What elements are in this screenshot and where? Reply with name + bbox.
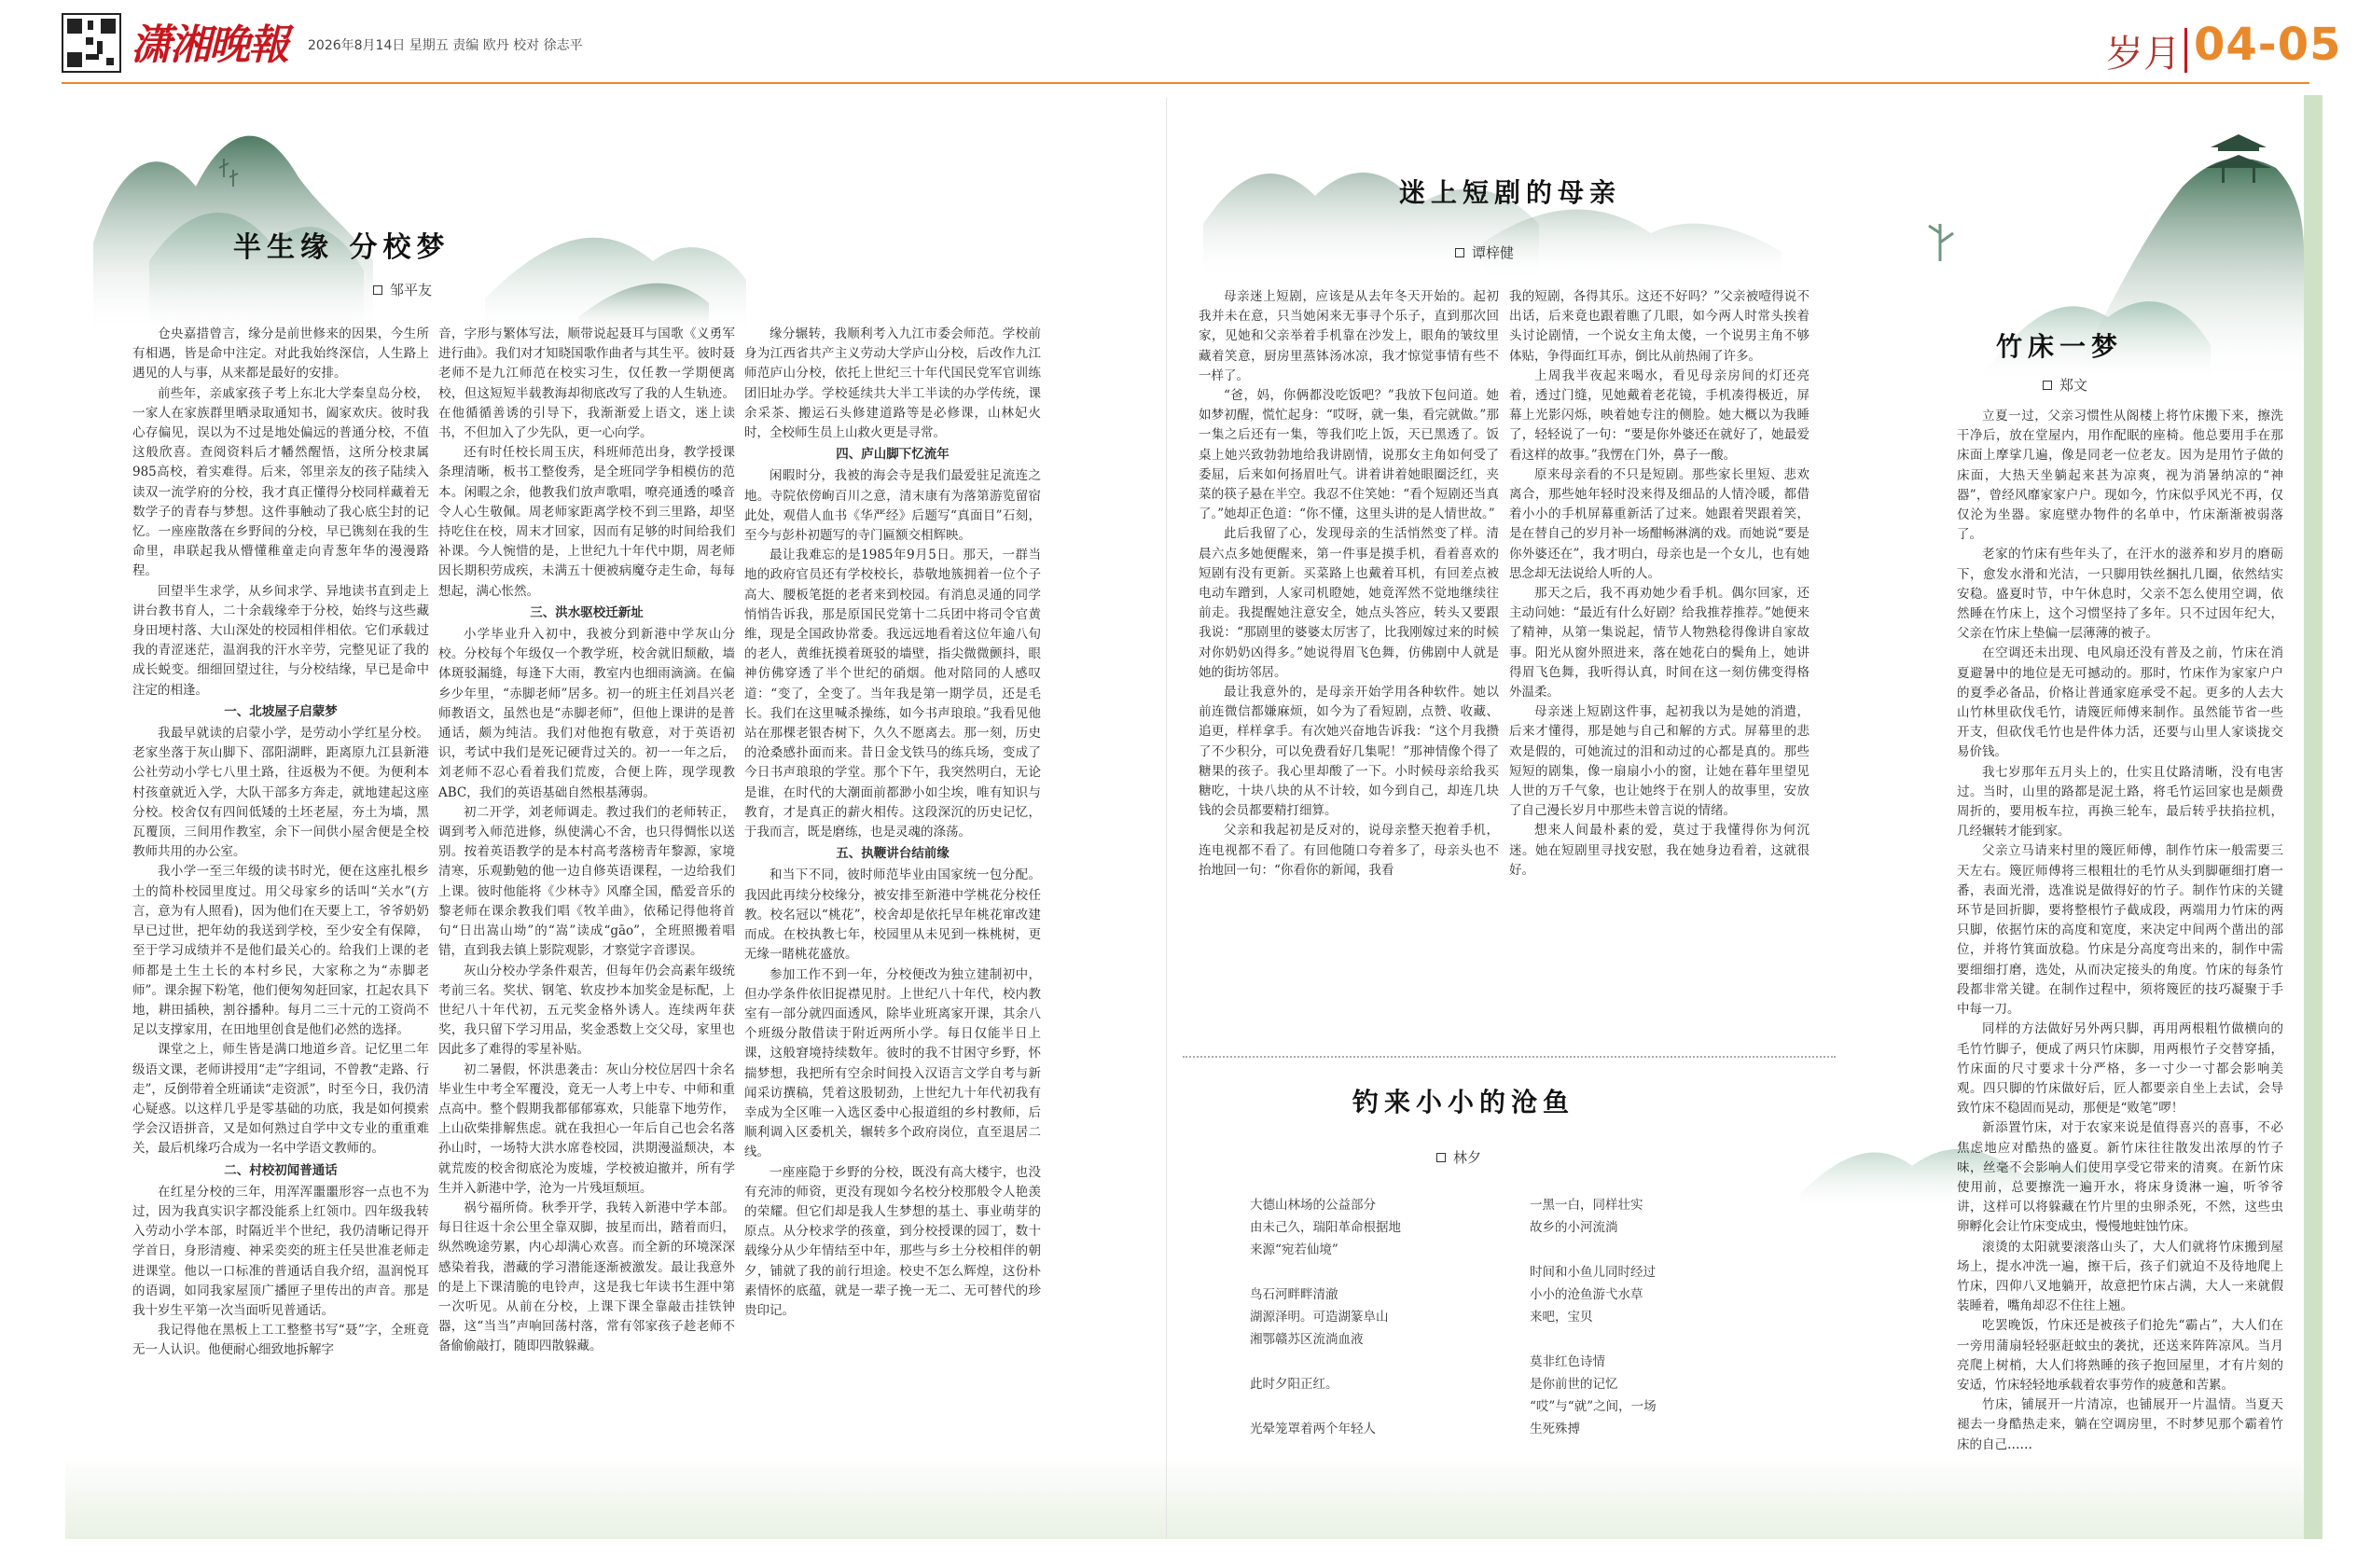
header-rule	[62, 82, 2309, 84]
article2-paragraph: 那天之后，我不再劝她少看手机。偶尔回家，还主动问她：“最近有什么好剧？给我推荐推荐。”她便来了精神，从第一集说起，情节人物熟稔得像讲自家故事。阳光从窗外照进来，落在她花白的鬓角上，她讲得眉飞色舞，我听得认真，时间在这一刻仿佛变得格外温柔。	[1509, 586, 1809, 701]
poem-line: 来吧，宝贝	[1530, 1310, 1593, 1325]
article1-paragraph: 回望半生求学，从乡间求学、异地读书直到走上讲台教书育人，二十余载缘牵于分校，始终与这些藏身田埂村落、大山深处的校园相伴相依。它们承载过我的青涩迷茫，温润我的汗水辛劳，完整见证了我的成长蜕变。细细回望过往，与分校结缘，早已是命中注定的相逢。	[132, 583, 429, 698]
article2-paragraph: 我的短剧，各得其乐。这还不好吗？”父亲被噎得说不出话，后来竟也跟着瞧了几眼，如今两人时常头挨着头讨论剧情，一个说女主角太傻，一个说男主角不够体贴，争得面红耳赤，倒比从前热闹了许多。	[1509, 289, 1809, 364]
author-marker-icon	[1455, 248, 1464, 257]
article1-byline	[373, 280, 432, 299]
article3-author: 林夕	[1453, 1149, 1482, 1166]
article4-paragraph: 父亲立马请来村里的篾匠师傅，制作竹床一般需要三天左右。篾匠师傅将三根粗壮的毛竹从头到脚砸细打磨一番，表面光滑，选准说是做得好的竹子。制作竹床的关键环节是回折脚，要将整根竹子截成段，两端用力竹床的两只脚，依据竹床的高度和宽度，来决定中间两个凿出的部位，并将竹箕面放稳。竹床是分高度弯出来的，制作中需要细细打磨，选处，从而决定接头的角度。竹床的每条竹段都非常关键。在制作过程中，须将篾匠的技巧凝聚于手中每一刀。	[1957, 843, 2283, 1018]
article-title-mother-short-drama: 迷上短剧的母亲	[1399, 177, 1622, 208]
author-marker-icon	[2043, 381, 2052, 390]
article1-paragraph: 闲暇时分，我被的海会寺是我们最爱驻足流连之地。寺院依傍峋百川之意，清末康有为落第游览留宿此处，观借人血书《华严经》后题写“真面目”石刻，至今与彭朴初题写的寺门匾额交相辉映。	[744, 468, 1041, 544]
page-gutter	[1166, 98, 1167, 1539]
article1-paragraph: 参加工作不到一年，分校便改为独立建制初中，但办学条件依旧捉襟见肘。上世纪八十年代，校内教室有一部分就四面透风，除毕业班离家开课，其余八个班级分散借读于附近两所小学。每日仅能半日上课，这般窘境持续数年。彼时的我不甘困守乡野，怀揣梦想，我把所有空余时间投入汉语言文学自考与新闻采访撰稿，凭着这股韧劲，上世纪九十年代初我有幸成为全区唯一入选区委中心报道组的乡村教师，后顺利调入区委机关，辗转多个政府岗位，直至退居二线。	[744, 966, 1041, 1160]
article2-paragraph: 想来人间最朴素的爱，莫过于我懂得你为何沉迷。她在短剧里寻找安慰，我在她身边看着，这就很好。	[1509, 823, 1809, 878]
poem-line	[1250, 1261, 1401, 1284]
article1-paragraph: 祸兮福所倚。秋季开学，我转入新港中学本部。每日往返十余公里全靠双脚，披星而出，踏着而归，纵然晚途劳累，内心却满心欢喜。而全新的环境深深感染着我，潜藏的学习潜能逐渐被激发。最让我意外的是上下课清脆的电铃声，这是我七年读书生涯中第一次听见。从前在分校，上课下课全靠敲击挂铁钟器，这“当当”声响回荡村落，常有邻家孩子趁老师不备偷偷敲打，随即四散躲藏。	[438, 1200, 735, 1354]
article4-byline	[2043, 375, 2087, 395]
article4-paragraph: 立夏一过，父亲习惯性从阁楼上将竹床搬下来，擦洗干净后，放在堂屋内，用作配眠的座椅。他总要用手在那床面上摩挲几遍，像是同老一位老友。因为是用竹子做的床面，大热天坐躺起来甚为凉爽，视为消暑纳凉的“神器”，曾经风靡家家户户。现如今，竹床似乎风光不再，仅仅沦为坐器。家庭壁办物件的名单中，竹床渐渐被弱落了。	[1957, 409, 2283, 543]
qr-code-icon[interactable]	[62, 13, 121, 73]
article3-byline	[1436, 1147, 1481, 1167]
article2-paragraph: “爸，妈，你俩都没吃饭吧？”我放下包问道。她如梦初醒，慌忙起身：“哎呀，就一集，看完就做。”那一集之后还有一集，等我们吃上饭，天已黑透了。饭桌上她兴致勃勃地给我讲剧情，说那女主角如何受了委屈，后来如何扬眉吐气。讲着讲着她眼圈泛红，夹菜的筷子悬在半空。我忍不住笑她：“看个短剧还当真了。”她却正色道：“你不懂，这里头讲的是人情世故。”	[1199, 388, 1499, 522]
ink-mountain-illustration-left	[93, 103, 746, 336]
newspaper-logo[interactable]: 潇湘晚報	[131, 21, 287, 69]
article1-paragraph: 还有时任校长周玉庆，科班师范出身，教学授课条理清晰，板书工整俊秀，是全班同学争相模仿的范本。闲暇之余，他教我们放声歌唱，嘹亮通透的嗓音令人心生敬佩。周老师家距离学校不到三里路，却坚持吃住在校，周末才回家，因而有足够的时间给我们补课。今人惋惜的是，上世纪九十年代中期，周老师因长期积劳成疾，未满五十便被病魔夺走生命，每每想起，满心怅然。	[438, 445, 735, 599]
page-numbers: 04-05	[2194, 19, 2342, 71]
poem-right-stanza	[1530, 1194, 1657, 1440]
article2-author: 谭梓健	[1472, 244, 1515, 261]
dotted-separator	[1183, 1056, 1836, 1058]
article1-paragraph: 在红星分校的三年，用浑浑噩噩形容一点也不为过，因为我真实识字都没能系上红领巾。四年级我转入劳动小学本部，时隔近半个世纪，我仍清晰记得开学首日，身形清瘦、神采奕奕的班主任吴世准老师走进课堂。他以一口标准的普通话自我介绍，温润悦耳的语调，如同我家屋顶广播匣子里传出的声音。那是我十岁生平第一次当面听见普通话。	[132, 1184, 429, 1318]
poem-line: 大德山林场的公益部分	[1250, 1198, 1376, 1213]
section-name: 岁月	[2106, 33, 2181, 76]
article-title-bamboo-bed-dream: 竹床一梦	[1996, 331, 2124, 362]
article1-subheading: 二、村校初闻普通话	[224, 1162, 338, 1178]
article2-column-1	[1199, 287, 1499, 1043]
poem-line: 是你前世的记忆	[1530, 1377, 1618, 1392]
poem-line: 光晕笼罩着两个年轻人	[1250, 1422, 1376, 1436]
article1-paragraph: 我最早就读的启蒙小学，是劳动小学红星分校。老家坐落于灰山脚下、邵阳湖畔，距离原九江县新港公社劳动小学七八里土路，往返极为不便。为便利本村孩童就近入学，大队干部多方奔走，就地建起这座分校。校舍仅有四间低矮的土坯老屋，夯土为墙，黑瓦覆顶，三间用作教室，余下一间供小屋舍便是全校教师共用的办公室。	[132, 726, 429, 860]
article1-paragraph: 初二开学，刘老师调走。教过我们的老师转正，调到考入师范进修，纵使满心不舍，也只得惆怅以送别。按着英语教学的是本村高考落榜青年黎源，家境清寒，乐观勤勉的他一边自修英语课程，一边给我们上课。彼时他能将《少林寺》风靡全国，酷爱音乐的黎老师在课余教我们唱《牧羊曲》，依稀记得他将首句“日出嵩山坳”的“嵩”读成“gāo”，全班照搬着唱错，直到我去镇上影院观影，才察觉字音谬误。	[438, 804, 735, 959]
poem-line: 由未己久，瑞阳革命根据地	[1250, 1220, 1401, 1235]
poem-line	[1250, 1395, 1401, 1418]
poem-line: 此时夕阳正红。	[1250, 1377, 1338, 1392]
poem-line	[1530, 1328, 1657, 1351]
article4-author: 郑文	[2059, 377, 2088, 394]
article1-subheading: 五、执鞭讲台结前缘	[836, 846, 950, 862]
article1-subheading: 四、庐山脚下忆流年	[836, 447, 950, 463]
article4-paragraph: 竹床，铺展开一片清凉，也铺展开一片温情。当夏天褪去一身酷热走来，躺在空调房里，不时梦见那个霸着竹床的自己……	[1957, 1397, 2283, 1452]
article1-paragraph: 前些年，亲戚家孩子考上东北大学秦皇岛分校，一家人在家族群里晒录取通知书，阖家欢庆。彼时我心存偏见，误以为不过是地处偏远的普通分校，不值这般欣喜。查阅资料后才幡然醒悟，这所分校隶属985高校，着实难得。后来，邻里亲友的孩子陆续入读双一流学府的分校，我才真正懂得分校同样藏着无数学子的青春与梦想。这件事触动了我心底尘封的记忆。一座座散落在乡野间的分校，早已镌刻在我的生命里，串联起我从懵懂稚童走向青葱年华的漫漫路程。	[132, 385, 429, 579]
article4-paragraph: 新添置竹床，对于农家来说是值得喜兴的喜事，不必焦虑地应对酷热的盛夏。新竹床往往散发出浓厚的竹子味，丝毫不会影响人们使用享受它带来的清爽。在新竹床使用前，总要擦洗一遍开水，将床身烫淋一遍，听爷爷讲，这样可以将躲藏在竹片里的虫卵杀死，不然，这些虫卵孵化会让竹床变成虫，慢慢地蛀蚀竹床。	[1957, 1120, 2283, 1235]
poem-line: 湘鄂赣苏区流淌血液	[1250, 1332, 1364, 1347]
article4-paragraph: 吃罢晚饭，竹床还是被孩子们抢先“霸占”，大人们在一旁用蒲扇轻轻驱赶蚊虫的袭扰，还送来阵阵凉风。当月亮爬上树梢，大人们将熟睡的孩子抱回屋里，才有片刻的安适，竹床轻轻地承载着农事劳作的疲惫和苦累。	[1957, 1318, 2283, 1393]
article1-paragraph: 我小学一至三年级的读书时光，便在这座扎根乡土的简朴校园里度过。用父母家乡的话叫“关水”(方言，意为有人照看)，因为他们在天要上工，爷爷奶奶早已过世，把年幼的我送到学校，至少安全有保障，至于学习成绩并不是他们最关心的。给我们上课的老师都是土生土长的本村乡民，大家称之为“赤脚老师”。课余握下粉笔，他们便匆匆赶回家，扛起农具下地，耕田插秧，割谷播种。每月二三十元的工资尚不足以支撑家用，在田地里创食是他们必然的选择。	[132, 864, 429, 1038]
article2-paragraph: 最让我意外的，是母亲开始学用各种软件。她以前连微信都嫌麻烦，如今为了看短剧，点赞、收藏、追更，样样拿手。有次她兴奋地告诉我：“这个月我攒了不少积分，可以免费看好几集呢！”那神情像个得了糖果的孩子。我心里却酸了一下。小时候母亲给我买糖吃，十块八块的从不计较，如今到自己，却连几块钱的会员都要精打细算。	[1199, 685, 1499, 819]
article1-paragraph: 最让我难忘的是1985年9月5日。那天，一群当地的政府官员还有学校校长，恭敬地簇拥着一位个子高大、腰板笔挺的老者来到校园。有消息灵通的同学悄悄告诉我，那是原国民党第十二兵团中将司令官黄维，现是全国政协常委。我远远地看着这位年逾八旬的老人，黄维抚摸着斑驳的墙壁，指尖微微颤抖，眼神仿佛穿透了半个世纪的硝烟。他对陪同的人感叹道：“变了，全变了。当年我是第一期学员，还是毛长。我们在这里喊杀操练，如今书声琅琅。”我看见他站在那棵老银杏树下，久久不愿离去。那一刻，历史的沧桑感扑面而来。昔日金戈铁马的练兵场，变成了今日书声琅琅的学堂。那个下午，我突然明白，无论是谁，在时代的大潮面前都渺小如尘埃，唯有知识与教育，才是真正的薪火相传。这段深沉的历史记忆，于我而言，既是磨练，也是灵魂的涤荡。	[744, 548, 1041, 840]
author-marker-icon	[1436, 1153, 1446, 1162]
article1-paragraph: 初二暑假，怀洪患袭击：灰山分校位居四十余名毕业生中考全军覆没，竟无一人考上中专、中师和重点高中。整个假期我都郁郁寡欢，只能靠下地劳作，上山砍柴排解焦虑。就在我担心一年后自己也会名落孙山时，一场特大洪水席卷校园，洪期漫溢颓决，本就荒废的校舍彻底沦为废墟，学校被迫撤并，所有学生并入新港中学，沧为一片残垣颓垣。	[438, 1062, 735, 1196]
poem-line: 莫非红色诗情	[1530, 1354, 1605, 1369]
right-green-stripe	[2304, 95, 2322, 1539]
article4-paragraph: 老家的竹床有些年头了，在汗水的滋养和岁月的磨砺下，愈发水滑和光洁，一只脚用铁丝捆扎几圈，依然结实安稳。盛夏时节，中午休息时，父亲不怎么使用空调，依然睡在竹床上，这个习惯坚持了多年。只不过因年纪大，父亲在竹床上垫偏一层薄薄的被子。	[1957, 547, 2283, 642]
article2-paragraph: 原来母亲看的不只是短剧。那些家长里短、悲欢离合，那些她年轻时没来得及细品的人情冷暖，都借着小小的手机屏幕重新活了过来。她跟着哭跟着笑，是在替自己的岁月补一场酣畅淋漓的戏。而她说“要是你外婆还在”，我才明白，母亲也是一个女儿，也有她思念却无法说给人听的人。	[1509, 466, 1809, 581]
article1-paragraph: 灰山分校办学条件艰苦，但每年仍会高素年级统考前三名。奖状、钢笔、软皮抄本加奖金是标配，上世纪八十年代初，五元奖金格外诱人。连续两年获奖，我只留下学习用品，奖金悉数上交父母，家里也因此多了难得的零星补贴。	[438, 963, 735, 1058]
article1-paragraph: 缘分辗转，我顺利考入九江市委会师范。学校前身为江西省共产主义劳动大学庐山分校，后改作九江师范庐山分校，依托上世纪三十年代国民党军官训练团旧址办学。学校延续共大半工半读的办学传统，课余采茶、搬运石头修建道路等是必修课，山林妃火时，全校师生员上山救火更是寻常。	[744, 326, 1041, 441]
poem-left-stanza	[1250, 1194, 1401, 1440]
article2-paragraph: 父亲和我起初是反对的，说母亲整天抱着手机，连电视都不看了。有回他随口夸着多了，母亲头也不抬地回一句：“你看你的新闻，我看	[1199, 823, 1499, 878]
article1-paragraph: 仓央嘉措曾言，缘分是前世修来的因果，今生所有相遇，皆是命中注定。对此我始终深信，人生路上遇见的人与事，从来都是最好的安排。	[132, 326, 429, 382]
article1-column-1	[132, 325, 429, 1537]
poem-line	[1250, 1351, 1401, 1373]
article1-paragraph: 我记得他在黑板上工工整整书写“聂”字，全班竟无一人认识。他便耐心细致地拆解字	[132, 1323, 429, 1358]
article1-author: 邹平友	[390, 282, 433, 298]
poem-line: 小小的沧鱼游弋水草	[1530, 1287, 1643, 1302]
article2-column-2	[1509, 287, 1809, 1043]
article-title-half-life-branch-school: 半生缘 分校梦	[233, 231, 451, 264]
article1-paragraph: 和当下不同，彼时师范毕业由国家统一包分配。我因此再续分校缘分，被安排至新港中学桃花分校任教。校名冠以“桃花”，校舍却是依托早年桃花窜改建而成。在校执教七年，校园里从未见到一株桃树，更无缘一睹桃花盛放。	[744, 867, 1041, 963]
article1-subheading: 三、洪水驱校迁新址	[530, 604, 644, 620]
poem-line: 鸟石河畔畔清澈	[1250, 1287, 1338, 1302]
article-title-fishing-small-fish: 钓来小小的沧鱼	[1352, 1087, 1575, 1117]
poem-line: 来源“宛若仙境”	[1250, 1242, 1338, 1257]
article4-paragraph: 在空调还未出现、电风扇还没有普及之前，竹床在消夏避暑中的地位是无可撼动的。那时，竹床作为家家户户的夏季必备品，价格让普通家庭承受不起。更多的人去大山竹林里砍伐毛竹，请篾匠师傅来制作。虽然能节省一些开支，但砍伐毛竹也是件体力活，还要与山里人家谈拢交易价钱。	[1957, 645, 2283, 760]
article2-byline	[1455, 243, 1514, 262]
poem-line: 湖源泽明。可造湖篆阜山	[1250, 1310, 1389, 1325]
article2-paragraph: 此后我留了心，发现母亲的生活悄然变了样。清晨六点多她便醒来，第一件事是摸手机，看着喜欢的短剧有没有更新。买菜路上也戴着耳机，有回差点被电动车蹭到，人家司机瞪她，她竟浑然不觉地继续往前走。我提醒她注意安全，她点头答应，转头又要跟我说：“那剧里的婆婆太厉害了，比我刚嫁过来的时候对你奶奶凶得多。”她说得眉飞色舞，仿佛剧中人就是她的街坊邻居。	[1199, 526, 1499, 680]
poem-line: 故乡的小河流淌	[1530, 1220, 1618, 1235]
article2-paragraph: 母亲迷上短剧，应该是从去年冬天开始的。起初我并未在意，只当她闲来无事寻个乐子，直到那次回家，见她和父亲举着手机靠在沙发上，眼角的皱纹里藏着笑意，厨房里蒸钵汤冰凉，我才惊觉事情有些不一样了。	[1199, 289, 1499, 383]
poem-line: 生死殊搏	[1530, 1422, 1580, 1436]
poem-line	[1530, 1239, 1657, 1261]
article1-column-3	[744, 325, 1041, 1537]
article1-column-2	[438, 325, 735, 1537]
poem-line: 一黑一白，同样壮实	[1530, 1198, 1643, 1213]
issue-info: 2026年8月14日 星期五 责编 欧丹 校对 徐志平	[308, 38, 583, 53]
article1-subheading: 一、北坡屋子启蒙梦	[224, 703, 338, 719]
article4-column	[1957, 407, 2283, 1537]
page-header	[0, 0, 2371, 84]
article1-paragraph: 一座座隐于乡野的分校，既没有高大楼宇，也没有充沛的师资，更没有现如今名校分校那般令人艳羡的荣耀。但它们却是我人生梦想的基土、事业萌芽的原点。从分校求学的孩童，到分校授课的园丁，数十载缘分从少年情结至中年，那些与乡土分校相伴的朝夕，铺就了我的前行坦途。校史不怎么辉煌，这份朴素情怀的底蕴，就是一辈子挽一无二、无可替代的珍贵印记。	[744, 1164, 1041, 1318]
poem-line: 时间和小鱼儿同时经过	[1530, 1265, 1656, 1280]
article4-paragraph: 同样的方法做好另外两只脚，再用两根粗竹做横向的毛竹竹脚子，便成了两只竹床脚，用两根竹子交替穿插，竹床面的尺寸要求十分严格，多一寸少一寸都会影响美观。四只脚的竹床做好后，匠人都要亲自坐上去试，会导致竹床不稳固而晃动，那便是“败笔”啰！	[1957, 1021, 2283, 1117]
article1-paragraph: 音，字形与繁体写法，顺带说起聂耳与国歌《义勇军进行曲》。我们对才知晓国歌作曲者与其生平。彼时聂老师不是九江师范在校实习生，仅任教一学期便离校，但这短短半载教海却彻底改写了我的人生轨迹。在他循循善诱的引导下，我渐渐爱上语文，迷上读书，不但加入了少先队，更一心向学。	[438, 326, 735, 441]
article2-paragraph: 上周我半夜起来喝水，看见母亲房间的灯还亮着，透过门缝，见她戴着老花镜，手机凑得极近，屏幕上光影闪烁，映着她专注的侧脸。她大概以为我睡了，轻轻说了一句：“要是你外婆还在就好了，她最爱看这样的故事。”我愣在门外，鼻子一酸。	[1509, 368, 1809, 463]
article2-paragraph: 母亲迷上短剧这件事，起初我以为是她的消遣，后来才懂得，那是她与自己和解的方式。屏幕里的悲欢是假的，可她流过的泪和动过的心都是真的。那些短短的剧集，像一扇扇小小的窗，让她在暮年里望见人世的万千气象，也让她终于在别人的故事里，安放了自己漫长岁月中那些未曾言说的情绪。	[1509, 704, 1809, 819]
author-marker-icon	[373, 285, 382, 295]
poem-line: “哎”与“就”之间，一场	[1530, 1399, 1657, 1414]
article4-paragraph: 我七岁那年五月头上的，仕实且仗路清晰，没有电害过。当时，山里的路都是泥土路，将毛竹运回家也是颇费周折的，要用板车拉，再换三轮车，最后转乎扶掐拉机，几经辗转才能到家。	[1957, 764, 2283, 840]
article1-paragraph: 小学毕业升入初中，我被分到新港中学灰山分校。分校每个年级仅一个教学班，校舍就旧颓敝，墙体斑驳漏缝，每逢下大雨，教室内也细雨滴滴。在偏乡少年里，“赤脚老师”居多。初一的班主任刘昌兴老师教语文，虽然也是“赤脚老师”，但他上课讲的是普通话，颇为纯洁。我们对他抱有敬意，对于英语初识，考试中我们是死记硬背过关的。初一一年之后，刘老师不忍心看着我们荒废，合便上阵，现学现教ABC，我们的英语基础自然根基薄弱。	[438, 627, 735, 800]
section-divider	[2184, 28, 2187, 73]
article4-paragraph: 滚烫的太阳就要滚落山头了，大人们就将竹床搬到屋场上，提水冲洗一遍，擦干后，孩子们就迫不及待地爬上竹床，四仰八叉地躺开，故意把竹床占满，大人一来就假装睡着，嘴角却忍不住往上翘。	[1957, 1239, 2283, 1314]
article1-paragraph: 课堂之上，师生皆是满口地道乡音。记忆里二年级语文课，老师讲授用“走”字组词，不曾教“走路、行走”，反倒带着全班诵读“走资派”，时至今日，我仍清心疑惑。以这样几乎是零基础的功底，我是如何摸索学会汉语拼音，又是如何熟过自学中文专业的重重难关，最后机缘巧合成为一名中学语文教师的。	[132, 1042, 429, 1157]
